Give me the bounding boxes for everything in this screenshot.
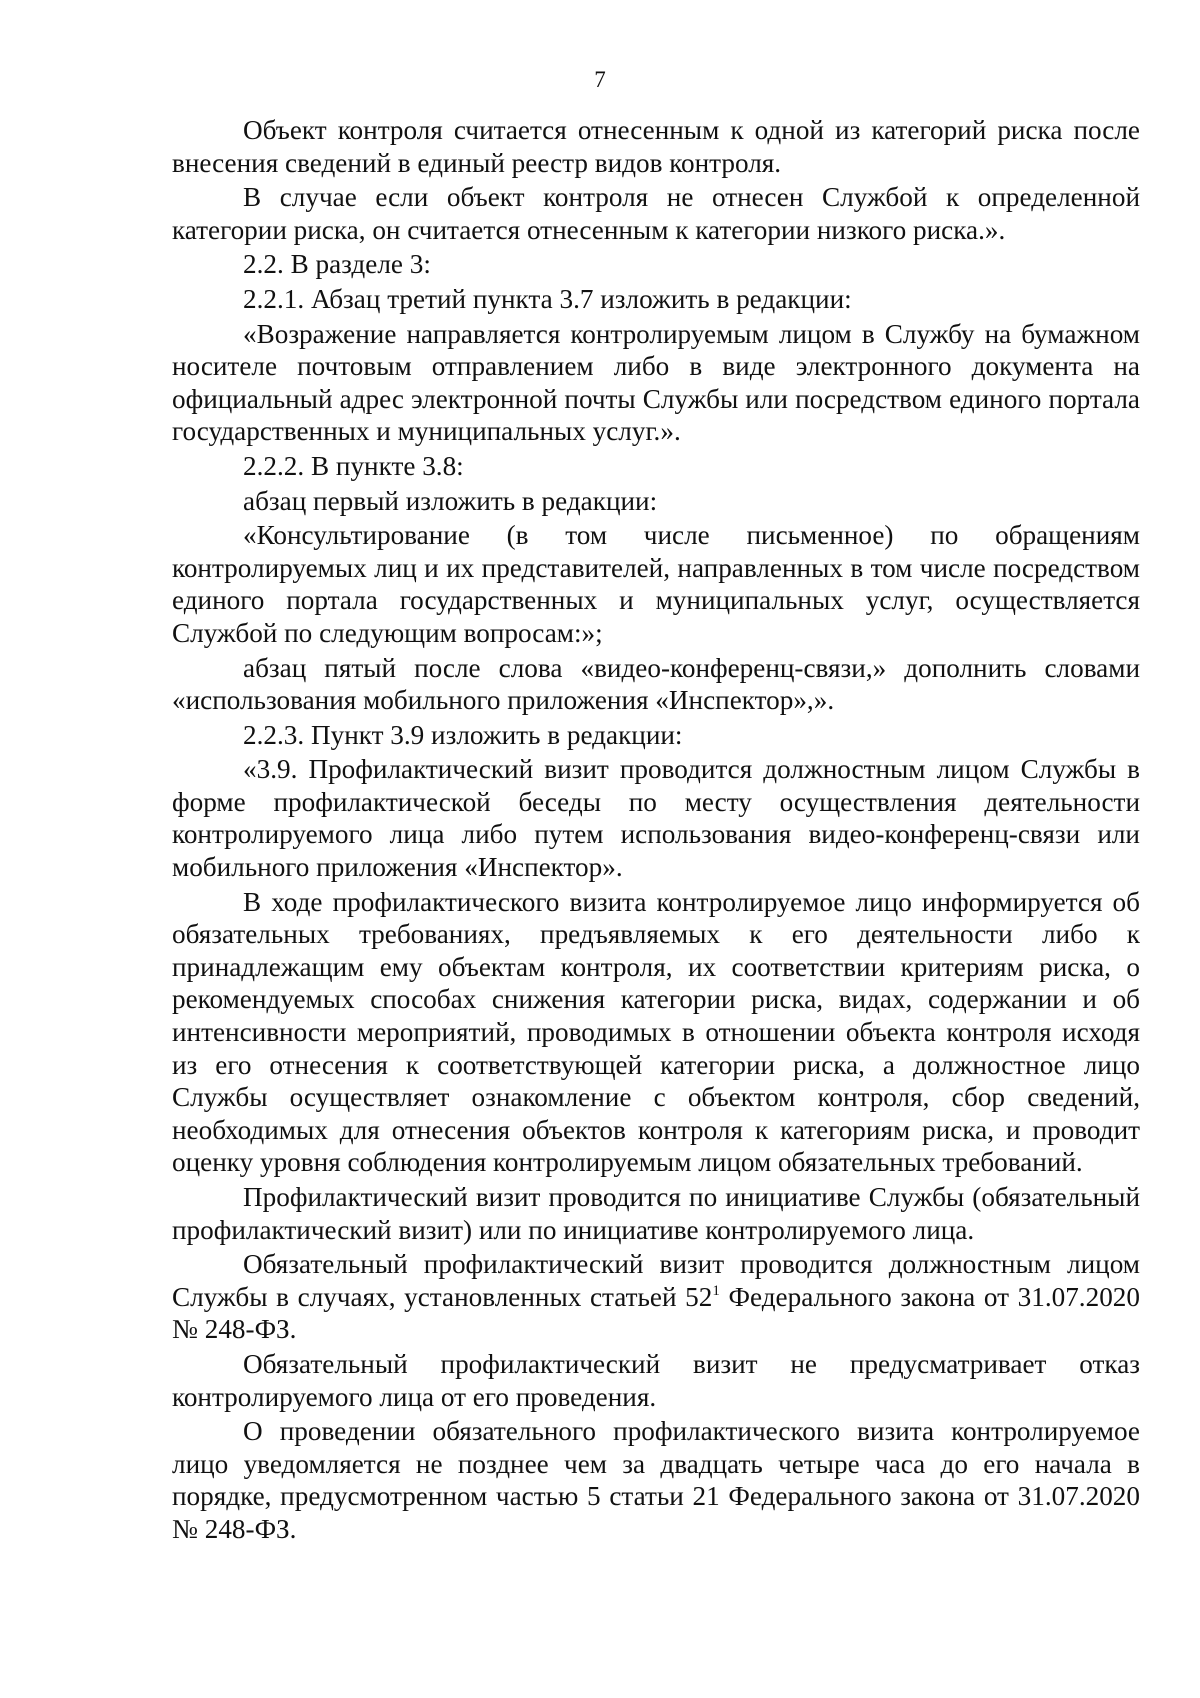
paragraph-text: Обязательный профилактический визит проводится должностным лицом Службы в случаях, установленных статьей 52	[172, 1249, 1140, 1312]
paragraph: О проведении обязательного профилактического визита контролируемое лицо уведомляется не позднее чем за двадцать четыре часа до его начала в порядке, предусмотренном частью 5 статьи 21 Федерального закона от 31.07.2020 № 248-ФЗ.	[172, 1416, 1140, 1544]
page-number: 7	[594, 67, 606, 92]
paragraph: 2.2.2. В пункте 3.8:	[243, 450, 464, 481]
paragraph: абзац пятый после слова «видео-конференц-связи,» дополнить словами «использования мобильного приложения «Инспектор»,».	[172, 652, 1140, 716]
paragraph: В ходе профилактического визита контролируемое лицо информируется об обязательных требованиях, предъявляемых к его деятельности либо к принадлежащим ему объектам контроля, их соответствии критериям риска, о рекомендуемых способах снижения категории риска, видах, содержании и об интенсивности мероприятий, проводимых в отношении объекта контроля исходя из его отнесения к соответствующей категории риска, а должностное лицо Службы осуществляет ознакомление с объектом контроля, сбор сведений, необходимых для отнесения объектов контроля к категориям риска, и проводит оценку уровня соблюдения контролируемым лицом обязательных требований.	[172, 886, 1140, 1178]
paragraph: «3.9. Профилактический визит проводится должностным лицом Службы в форме профилактической беседы по месту осуществления деятельности контролируемого лица либо путем использования видео-конференц-связи или мобильного приложения «Инспектор».	[172, 754, 1140, 883]
paragraph-with-footnote	[172, 1248, 1140, 1346]
paragraph: абзац первый изложить в редакции:	[243, 485, 658, 516]
paragraph-text: Федерального закона от 31.07.2020 № 248-ФЗ.	[172, 1281, 1140, 1345]
superscript: 1	[712, 1282, 720, 1299]
paragraph: «Консультирование (в том числе письменное) по обращениям контролируемых лиц и их представителей, направленных в том числе посредством единого портала государственных и муниципальных услуг, осуществляется Службой по следующим вопросам:»;	[172, 520, 1140, 648]
paragraph: Профилактический визит проводится по инициативе Службы (обязательный профилактический визит) или по инициативе контролируемого лица.	[172, 1182, 1140, 1245]
paragraph: «Возражение направляется контролируемым лицом в Службу на бумажном носителе почтовым отправлением либо в виде электронного документа на официальный адрес электронной почты Службы или посредством единого портала государственных и муниципальных услуг.».	[172, 318, 1140, 447]
paragraph: 2.2. В разделе 3:	[243, 249, 431, 280]
paragraph: 2.2.3. Пункт 3.9 изложить в редакции:	[243, 719, 683, 750]
document-body	[172, 114, 1140, 1548]
paragraph: В случае если объект контроля не отнесен Службой к определенной категории риска, он считается отнесенным к категории низкого риска.».	[172, 182, 1140, 245]
paragraph: Обязательный профилактический визит не предусматривает отказ контролируемого лица от его проведения.	[172, 1348, 1140, 1412]
paragraph: 2.2.1. Абзац третий пункта 3.7 изложить в редакции:	[243, 283, 852, 314]
paragraph: Объект контроля считается отнесенным к одной из категорий риска после внесения сведений в единый реестр видов контроля.	[172, 115, 1140, 178]
